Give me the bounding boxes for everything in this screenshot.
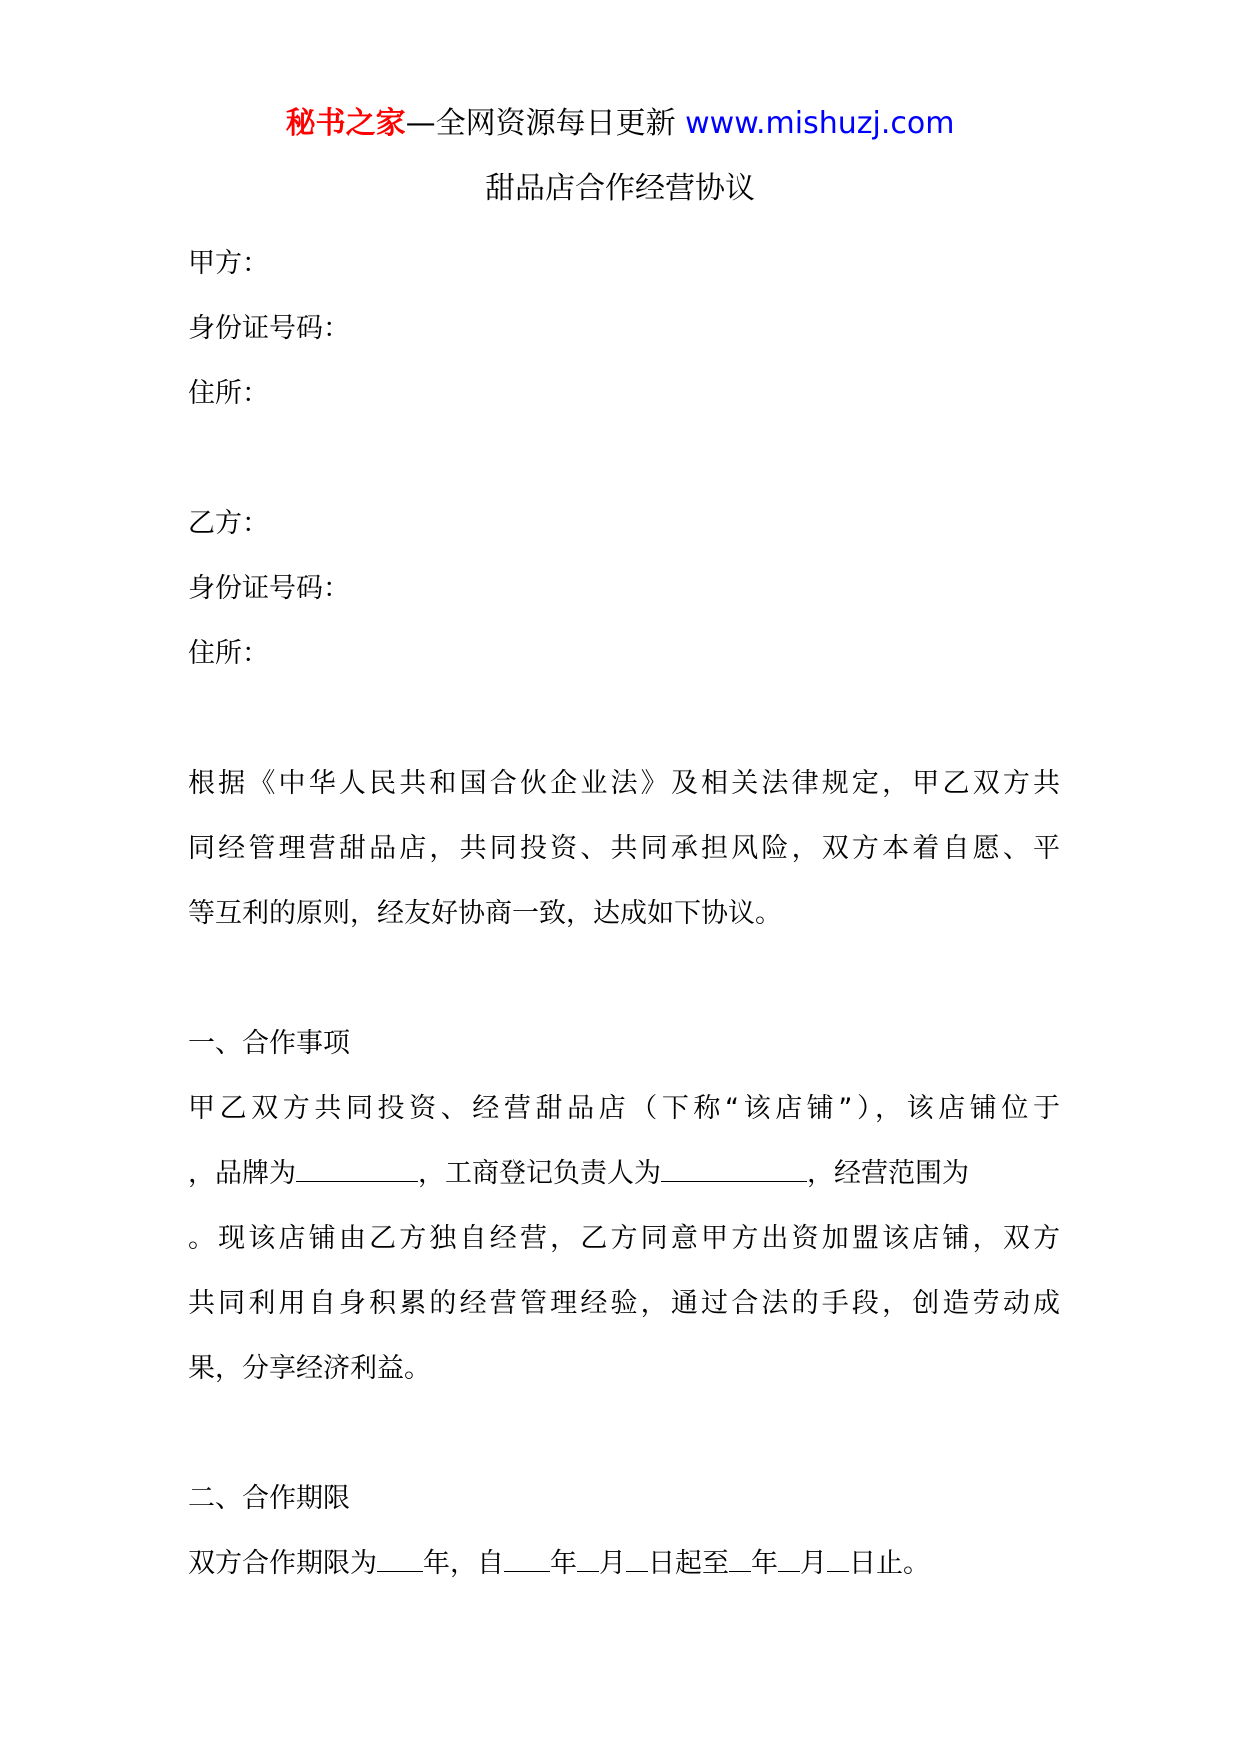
section-1-text: ，工商登记负责人为 <box>418 1158 661 1189</box>
document-body <box>188 231 1060 1596</box>
term-text: 年 <box>751 1548 778 1579</box>
section-1-line-with-blanks <box>188 1141 1060 1206</box>
preamble-line: 根据《中华人民共和国合伙企业法》及相关法律规定，甲乙双方共 <box>188 768 1060 799</box>
end-year-blank <box>729 1545 751 1572</box>
party-b-address-label: 住所： <box>188 638 269 669</box>
section-1-line: 共同利用自身积累的经营管理经验，通过合法的手段，创造劳动成 <box>188 1288 1060 1319</box>
section-1-line: 甲乙双方共同投资、经营甜品店（下称“该店铺”），该店铺位于 <box>188 1093 1060 1124</box>
party-b-id-label: 身份证号码： <box>188 573 350 604</box>
term-text: 双方合作期限为 <box>188 1548 377 1579</box>
document-title: 甜品店合作经营协议 <box>485 171 755 206</box>
spacer <box>188 686 1060 751</box>
preamble-line: 等互利的原则，经友好协商一致，达成如下协议。 <box>188 898 782 929</box>
registrant-blank <box>661 1155 807 1182</box>
brand-blank <box>296 1155 418 1182</box>
party-a-name-label: 甲方： <box>188 248 269 279</box>
section-2-term-line <box>188 1531 1060 1596</box>
section-1-text: ，品牌为 <box>188 1158 296 1189</box>
term-text: 日止。 <box>849 1548 930 1579</box>
term-text: 日起至 <box>648 1548 729 1579</box>
site-header <box>0 100 1240 148</box>
start-year-blank <box>504 1545 550 1572</box>
end-month-blank <box>778 1545 800 1572</box>
start-day-blank <box>626 1545 648 1572</box>
header-slogan: —全网资源每日更新 <box>405 106 686 141</box>
spacer <box>188 1401 1060 1466</box>
party-a-address-label: 住所： <box>188 378 269 409</box>
spacer <box>188 946 1060 1011</box>
party-a-id-label: 身份证号码： <box>188 313 350 344</box>
party-b-name-label: 乙方： <box>188 508 269 539</box>
section-2-heading: 二、合作期限 <box>188 1483 350 1514</box>
years-blank <box>377 1545 423 1572</box>
term-text: 年 <box>550 1548 577 1579</box>
brand-name: 秘书之家 <box>285 106 406 141</box>
site-url-link[interactable]: www.mishuzj.com <box>685 106 955 141</box>
preamble-line: 同经管理营甜品店，共同投资、共同承担风险，双方本着自愿、平 <box>188 833 1060 864</box>
section-1-line: 果，分享经济利益。 <box>188 1353 431 1384</box>
start-month-blank <box>577 1545 599 1572</box>
end-day-blank <box>827 1545 849 1572</box>
spacer <box>188 426 1060 491</box>
section-1-heading: 一、合作事项 <box>188 1028 350 1059</box>
section-1-line: 。现该店铺由乙方独自经营，乙方同意甲方出资加盟该店铺，双方 <box>188 1223 1060 1254</box>
term-text: 月 <box>800 1548 827 1579</box>
section-1-text: ，经营范围为 <box>807 1158 969 1189</box>
term-text: 月 <box>599 1548 626 1579</box>
term-text: 年，自 <box>423 1548 504 1579</box>
